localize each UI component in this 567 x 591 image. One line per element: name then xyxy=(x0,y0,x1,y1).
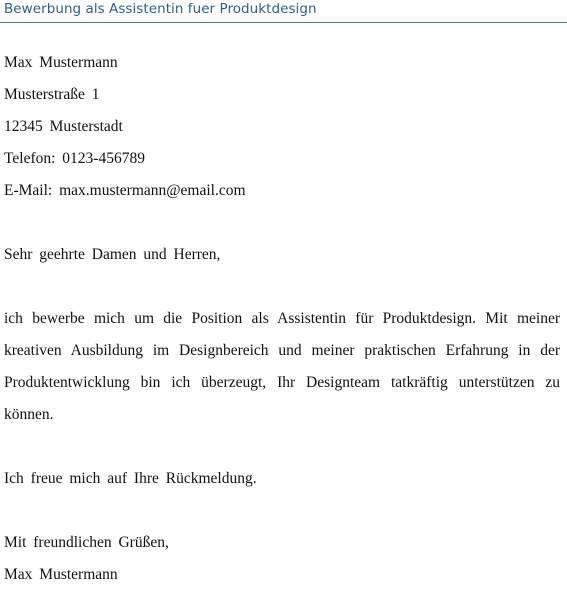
sender-email: E-Mail: max.mustermann@email.com xyxy=(4,182,246,199)
letter-body xyxy=(4,47,560,591)
sender-phone: Telefon: 0123-456789 xyxy=(4,150,145,167)
spacer xyxy=(4,207,560,239)
closing-greeting: Mit freundlichen Grüßen, xyxy=(4,534,169,551)
spacer xyxy=(4,495,560,527)
spacer xyxy=(4,431,560,463)
document-header xyxy=(0,0,567,23)
sender-city: 12345 Musterstadt xyxy=(4,118,123,135)
sender-street: Musterstraße 1 xyxy=(4,86,100,103)
body-paragraph: ich bewerbe mich um die Position als Assistentin für Produktdesign. Mit meiner kreativen Ausbildung im Designbereich und meiner praktischen Erfahrung in der Produktentwicklung bin ich überzeugt, Ihr Designteam tatkräftig unterstützen zu können. xyxy=(4,310,560,423)
salutation: Sehr geehrte Damen und Herren, xyxy=(4,246,221,263)
closing-remark: Ich freue mich auf Ihre Rückmeldung. xyxy=(4,470,257,487)
document-title: Bewerbung als Assistentin fuer Produktdesign xyxy=(4,1,317,17)
sender-name: Max Mustermann xyxy=(4,54,118,71)
signature-name: Max Mustermann xyxy=(4,566,118,583)
spacer xyxy=(4,271,560,303)
